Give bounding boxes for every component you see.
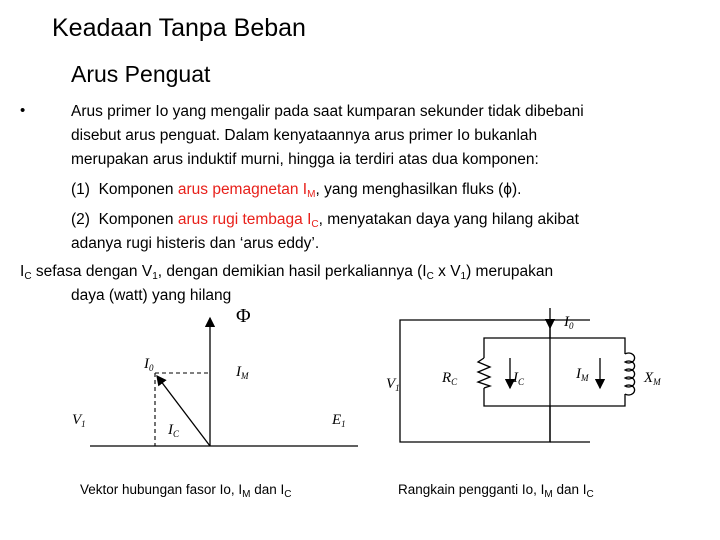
equivalent-circuit	[380, 300, 700, 460]
list-item-1: (1) Komponen arus pemagnetan $I_M$, yang menghasilkan fluks (ϕ).	[71, 181, 522, 200]
paragraph-line-2: disebut arus penguat. Dalam kenyataannya arus primer Io bukanlah	[71, 127, 538, 144]
list-item-2: (2) Komponen arus rugi tembaga $I_C$, menyatakan daya yang hilang akibat	[71, 211, 579, 230]
circuit-caption: Rangkain pengganti Io, $I_M$ dan $I_C$	[398, 482, 594, 500]
list-item-2-highlight: arus rugi tembaga I	[177, 211, 312, 228]
list-item-1-number: (1)	[71, 181, 90, 198]
v1-label: $V_1$	[72, 412, 86, 429]
phasor-diagram	[60, 300, 380, 460]
phasor-caption: Vektor hubungan fasor Io, $I_M$ dan $I_C$	[80, 482, 292, 500]
phi-label: Φ	[236, 305, 251, 327]
note-line-1: $I_C$ sefasa dengan $V_1$, dengan demikian hasil perkaliannya ($I_C$ x $V_1$) merupakan	[20, 263, 554, 282]
branch-loop	[484, 338, 625, 406]
ic-label: $I_C$	[513, 370, 525, 387]
e1-label: $E_1$	[332, 412, 346, 429]
slide-subtitle: Arus Penguat	[71, 61, 211, 87]
bullet-marker: •	[20, 102, 26, 119]
i0-label: $I_0$	[144, 356, 154, 373]
note-line-2: daya (watt) yang hilang	[71, 287, 232, 304]
slide-title: Keadaan Tanpa Beban	[52, 14, 306, 42]
rc-label: $R_C$	[442, 370, 458, 387]
paragraph-line-3: merupakan arus induktif murni, hingga ia terdiri atas dua komponen:	[71, 151, 539, 168]
i0-phasor	[157, 376, 210, 446]
im-label: $I_M$	[576, 366, 589, 383]
v1-label: $V_1$	[386, 376, 400, 393]
ic-label: $I_C$	[168, 422, 180, 439]
xm-label: $X_M$	[644, 370, 661, 387]
list-item-2-continuation: adanya rugi histeris dan ‘arus eddy’.	[71, 235, 320, 252]
paragraph-line-1: Arus primer Io yang mengalir pada saat kumparan sekunder tidak dibebani	[71, 103, 584, 120]
i0-label: $I_0$	[564, 314, 574, 331]
im-label: $I_M$	[236, 364, 249, 381]
list-item-2-number: (2)	[71, 211, 90, 228]
list-item-1-highlight: arus pemagnetan I	[177, 181, 308, 198]
